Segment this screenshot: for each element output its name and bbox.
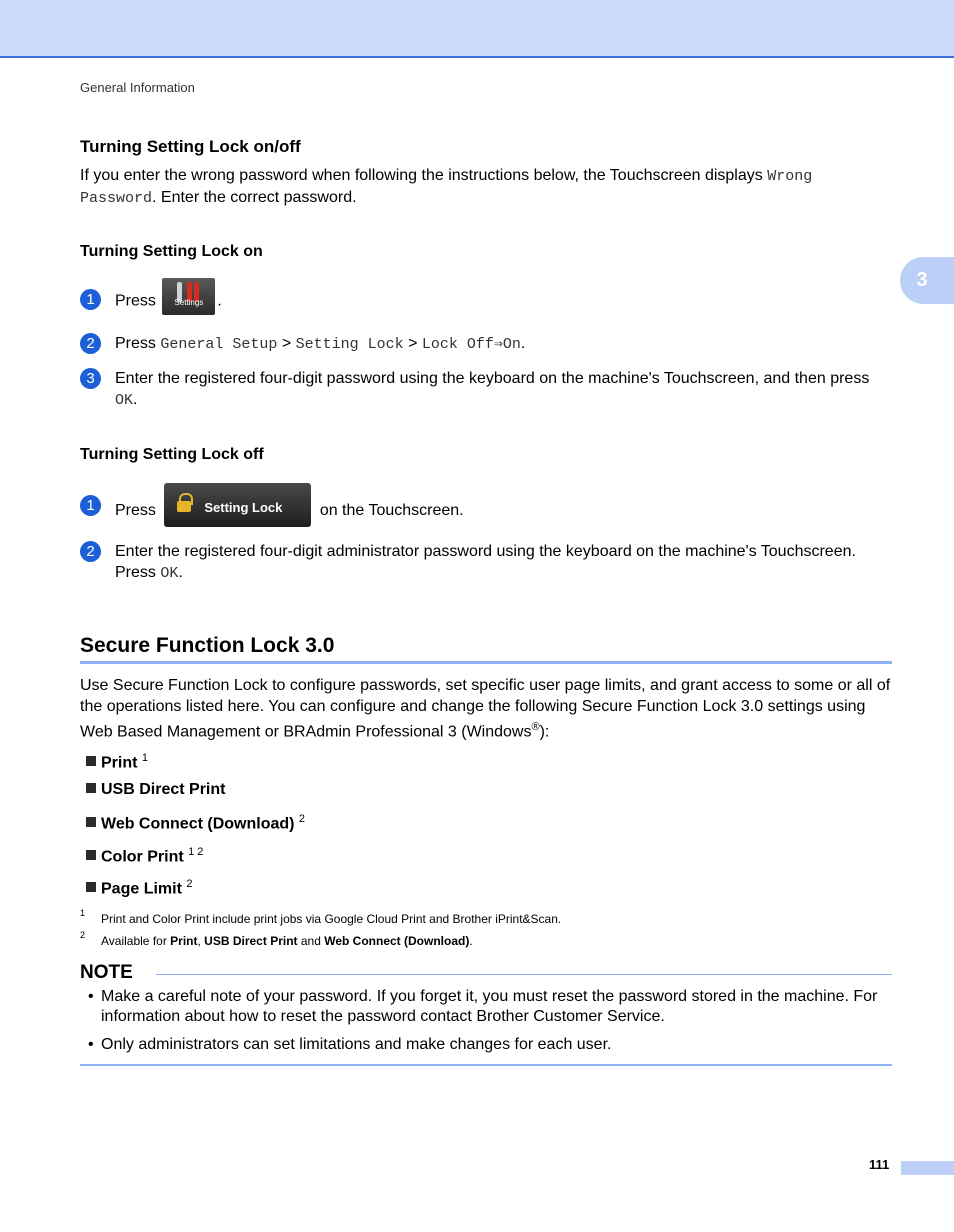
bullet-web-connect: [86, 813, 305, 833]
separator: >: [277, 335, 296, 352]
section-title-sfl: Secure Function Lock 3.0: [80, 634, 335, 657]
bullet-print: [86, 752, 148, 772]
square-bullet-icon: [86, 756, 96, 766]
footnote-ref: 2: [298, 813, 306, 825]
square-bullet-icon: [86, 882, 96, 892]
step-number: 2: [80, 541, 101, 562]
footnote-ref: 1 2: [188, 846, 204, 858]
bullet-label: Color Print: [101, 848, 184, 866]
intro-text-a: If you enter the wrong password when following the instructions below, the Touchscreen displays: [80, 167, 768, 184]
note-text: Only administrators can set limitations and make changes for each user.: [101, 1036, 612, 1053]
fn2-pre: Available for: [101, 934, 171, 948]
bullet-label: USB Direct Print: [101, 781, 226, 798]
step-text: Enter the registered four-digit administrator password using the keyboard on the machine's Touchscreen.: [115, 543, 856, 560]
step-text: Enter the registered four-digit password using the keyboard on the machine's Touchscreen, and then press: [115, 370, 870, 387]
bullet-page-limit: [86, 878, 192, 898]
note-title: NOTE: [80, 962, 133, 983]
setting-lock-button[interactable]: [164, 483, 311, 527]
sfl-intro-end: ):: [539, 723, 550, 741]
setting-lock-button-label: Setting Lock: [204, 500, 283, 515]
footnote-ref: 2: [186, 878, 193, 890]
step-number: 1: [80, 289, 101, 310]
padlock-body-icon: [177, 501, 191, 512]
step-press: Press: [115, 564, 161, 581]
step-number: 1: [80, 495, 101, 516]
step-text: Press: [115, 292, 156, 310]
square-bullet-icon: [86, 817, 96, 827]
subsection-title-lock-off: Turning Setting Lock off: [80, 446, 264, 463]
step-text: Press: [115, 502, 156, 520]
ok-code: OK: [160, 565, 179, 582]
step-suffix: .: [178, 564, 183, 581]
ok-code: OK: [115, 392, 134, 409]
fn2-sep1: ,: [197, 934, 205, 948]
section-intro: [80, 165, 892, 209]
fn2-usb: USB Direct Print: [204, 934, 298, 948]
sfl-intro-text: Use Secure Function Lock to configure passwords, set specific user page limits, and grant access to some or all of the operations listed here. You can configure and change the following Secure Function Lock 3.0 settings using Web Based Management or BRAdmin Professional 3 (Windows: [80, 677, 891, 741]
square-bullet-icon: [86, 783, 96, 793]
page-tab: [901, 1161, 954, 1175]
chapter-tab: [900, 257, 954, 304]
chapter-number: 3: [916, 269, 928, 291]
bullet-label: Page Limit: [101, 880, 182, 898]
note-rule: [156, 974, 892, 975]
fn2-end: .: [469, 934, 473, 948]
square-bullet-icon: [86, 850, 96, 860]
header-band: [0, 0, 954, 58]
sfl-intro: [80, 675, 892, 742]
step-number: 2: [80, 333, 101, 354]
fn2-print: Print: [170, 934, 198, 948]
footnote-number: 1: [80, 908, 86, 918]
menu-lock-off-on: Lock Off⇒On: [421, 336, 521, 353]
step-suffix: .: [133, 391, 138, 408]
step-number: 3: [80, 368, 101, 389]
settings-button[interactable]: [162, 278, 215, 315]
bullet-label: Web Connect (Download): [101, 815, 295, 833]
bullet-dot: •: [88, 988, 94, 1005]
step-suffix: .: [217, 292, 222, 310]
section-title-setting-lock: Turning Setting Lock on/off: [80, 137, 301, 156]
footnote-text: [101, 934, 473, 948]
bullet-usb-direct-print: [86, 781, 225, 799]
intro-code: Wrong Password: [80, 168, 813, 207]
step-suffix: .: [520, 335, 526, 352]
page-number: 111: [869, 1157, 890, 1172]
note-text: Make a careful note of your password. If you forget it, you must reset the password stored in the machine. For information about how to reset the password contact Brother Customer Service.: [101, 988, 878, 1025]
running-head: General Information: [80, 80, 195, 95]
fn2-web: Web Connect (Download): [324, 934, 470, 948]
note-bottom-rule: [80, 1064, 892, 1066]
step-text: Press: [115, 335, 161, 352]
section-rule: [80, 661, 892, 664]
footnote-text: Print and Color Print include print jobs via Google Cloud Print and Brother iPrint&Scan.: [101, 912, 562, 926]
menu-general-setup: General Setup: [160, 336, 278, 353]
bullet-color-print: [86, 846, 203, 866]
intro-text-b: . Enter the correct password.: [152, 189, 357, 206]
bullet-dot: •: [88, 1036, 94, 1053]
fn2-sep2: and: [297, 934, 325, 948]
bullet-label: Print: [101, 754, 138, 772]
menu-setting-lock: Setting Lock: [295, 336, 404, 353]
footnote-ref: 1: [141, 752, 149, 764]
step-suffix: on the Touchscreen.: [319, 502, 464, 520]
registered-mark: ®: [531, 721, 540, 733]
settings-button-label: Settings: [174, 298, 204, 307]
footnote-number: 2: [80, 930, 86, 940]
subsection-title-lock-on: Turning Setting Lock on: [80, 243, 263, 260]
separator: >: [403, 335, 422, 352]
